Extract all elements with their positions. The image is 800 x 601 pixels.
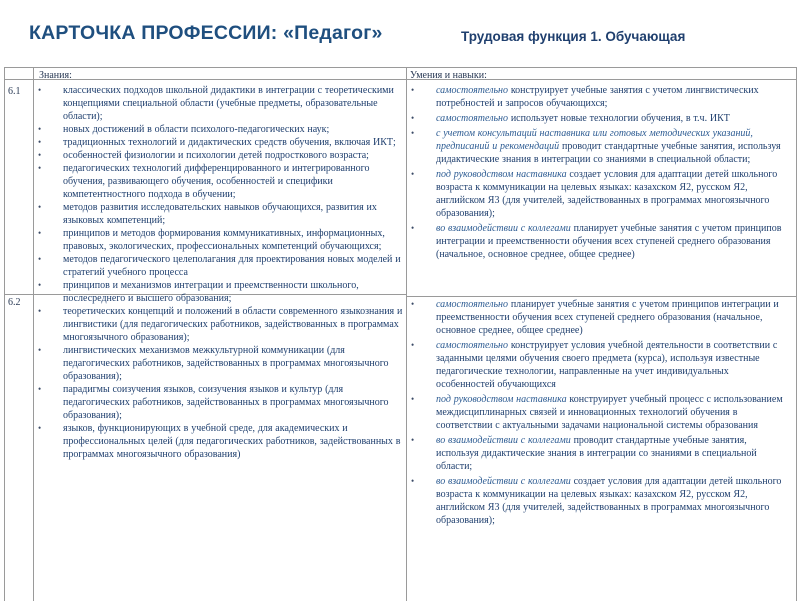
- skill-item-text: конструирует учебный процесс с использованием междисциплинарных связей и инновационных технологий обучения в соответствии с актуальными задачами национальной системы образования: [436, 394, 783, 431]
- skill-item: [409, 112, 784, 125]
- skill-item-qualifier: самостоятельно: [436, 113, 509, 124]
- skill-item-text: проводит стандартные учебные занятия, используя дидактические знания в интеграции со знаниями в специальной области;: [436, 141, 781, 165]
- skill-item-qualifier: самостоятельно: [436, 85, 509, 96]
- skill-item-text: конструирует условия учебной деятельности в соответствии с заданными целями обучения своего предмета (курса), используя известные педагогические технологии, направленные на учет индивидуальных особенностей обучающихся: [436, 340, 778, 390]
- page-subtitle: Трудовая функция 1. Обучающая: [461, 29, 686, 44]
- skill-item: [409, 168, 784, 220]
- profession-table: [4, 67, 797, 601]
- row-code: 6.2: [8, 297, 21, 308]
- skill-item-qualifier: под руководством наставника: [436, 394, 567, 405]
- skill-item: [409, 393, 784, 432]
- skill-item-text: использует новые технологии обучения, в т.ч. ИКТ: [508, 113, 730, 124]
- table-divider: [406, 296, 796, 297]
- skill-item-qualifier: во взаимодействии с коллегами: [436, 223, 571, 234]
- skill-item-qualifier: самостоятельно: [436, 340, 509, 351]
- knowledge-item: • теоретических концепций и положений в области современного языкознания и лингвистики (для педагогических работников, задействованных в программах многоязычного образования);: [36, 305, 406, 344]
- skill-item-qualifier: под руководством наставника: [436, 169, 567, 180]
- table-divider: [406, 68, 407, 601]
- table-divider: [33, 68, 34, 601]
- knowledge-item: • новых достижений в области психолого-педагогических наук;: [36, 123, 406, 136]
- knowledge-item: • педагогических технологий дифференцированного и интегрированного обучения, развивающего обучения, особенностей и специфики компетентностного подхода в обучении;: [36, 162, 406, 201]
- knowledge-item: • методов педагогического целеполагания для проектирования новых моделей и стратегий учебного процесса: [36, 253, 406, 279]
- skill-item: [409, 298, 784, 337]
- skill-item-text: планирует учебные занятия с учетом принципов интеграции и преемственности обучения всех ступеней среднего образования (начальное, основное среднее, общее среднее): [436, 299, 779, 336]
- knowledge-item: • лингвистических механизмов межкультурной коммуникации (для педагогических работников, задействованных в программах многоязычного образования);: [36, 344, 406, 383]
- skill-item: [409, 475, 784, 527]
- skills-column-header: Умения и навыки:: [410, 70, 487, 81]
- skill-item-qualifier: самостоятельно: [436, 299, 509, 310]
- knowledge-item: • языков, функционирующих в учебной среде, для академических и профессиональных целей (для педагогических работников, задействованных в программах многоязычного образования): [36, 422, 406, 461]
- skills-list: [409, 84, 784, 263]
- knowledge-item: • методов развития исследовательских навыков обучающихся, развития их языковых компетенций;: [36, 201, 406, 227]
- skill-item: [409, 84, 784, 110]
- skills-list: [409, 298, 784, 529]
- table-divider: [5, 79, 796, 80]
- knowledge-column-header: Знания:: [39, 70, 72, 81]
- skill-item-text: проводит стандартные учебные занятия, используя дидактические знания в интеграции со знаниями в специальной области;: [436, 435, 757, 472]
- knowledge-item: • классических подходов школьной дидактики в интеграции с теоретическими концепциями специальной области (учебные предметы, образовательные области);: [36, 84, 406, 123]
- knowledge-item: • особенностей физиологии и психологии детей подросткового возраста;: [36, 149, 406, 162]
- knowledge-item: • принципов и методов формирования коммуникативных, информационных, правовых, экологических, профессиональных компетенций обучающихся;: [36, 227, 406, 253]
- skill-item-text: создает условия для адаптации детей школьного возраста к коммуникации на целевых языках: казахском Я2, русском Я2, английском Я3 (для учителей, задействованных в программах многоязычного образования);: [436, 476, 782, 526]
- skill-item-qualifier: во взаимодействии с коллегами: [436, 435, 571, 446]
- knowledge-list: [36, 84, 406, 461]
- skill-item: [409, 127, 784, 166]
- knowledge-item: • традиционных технологий и дидактических средств обучения, включая ИКТ;: [36, 136, 406, 149]
- skill-item-text: конструирует учебные занятия с учетом лингвистических потребностей и запросов обучающихся;: [436, 85, 759, 109]
- skill-item-text: планирует учебные занятия с учетом принципов интеграции и преемственности обучения всех ступеней среднего образования (начальное, основное среднее, общее среднее): [436, 223, 782, 260]
- row-code: 6.1: [8, 86, 21, 97]
- skill-item: [409, 339, 784, 391]
- skill-item-text: создает условия для адаптации детей школьного возраста к коммуникации на целевых языках: казахском Я2, русском Я2, английском Я3 (для учителей, задействованных в программах многоязычного образования);: [436, 169, 778, 219]
- skill-item-qualifier: с учетом консультаций наставника или готовых методических указаний, предписаний и рекомендаций: [436, 128, 753, 152]
- page-title: КАРТОЧКА ПРОФЕССИИ: «Педагог»: [29, 22, 383, 44]
- skill-item: [409, 222, 784, 261]
- knowledge-item: • парадигмы соизучения языков, соизучения языков и культур (для педагогических работников, задействованных в программах многоязычного образования);: [36, 383, 406, 422]
- skill-item-qualifier: во взаимодействии с коллегами: [436, 476, 571, 487]
- knowledge-item: • принципов и механизмов интеграции и преемственности школьного, послесреднего и высшего образования;: [36, 279, 406, 305]
- skill-item: [409, 434, 784, 473]
